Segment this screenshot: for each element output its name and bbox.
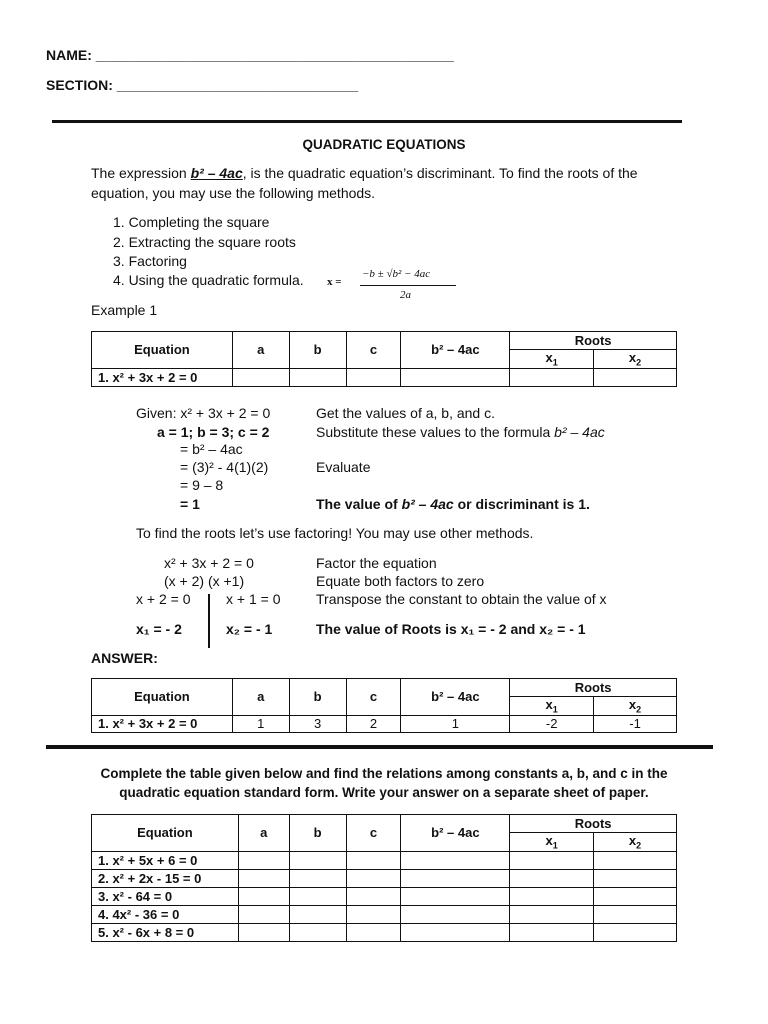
solution-step-2: = (3)² - 4(1)(2)	[180, 459, 269, 475]
exercise-cell[interactable]	[289, 923, 346, 941]
method-item: 3. Factoring	[113, 253, 187, 269]
factoring-intro: To find the roots let’s use factoring! You may use other methods.	[136, 525, 534, 541]
exercise-cell[interactable]	[401, 869, 510, 887]
header-roots: Roots	[510, 815, 677, 833]
exercise-cell[interactable]	[238, 923, 289, 941]
header-b: b	[289, 679, 346, 716]
exercise-cell[interactable]	[594, 923, 677, 941]
section-field-label: SECTION: _______________________________	[46, 77, 359, 93]
factoring-note-2: Equate both factors to zero	[316, 573, 485, 589]
row-c: 2	[346, 715, 401, 732]
factoring-divider	[208, 594, 210, 648]
row-a	[232, 368, 289, 386]
factoring-note-3: Transpose the constant to obtain the value of x	[316, 591, 607, 607]
header-roots: Roots	[510, 679, 677, 697]
header-divider	[52, 120, 682, 123]
intro-discriminant: b² – 4ac	[190, 165, 243, 181]
solution-note-4: The value of b² – 4ac or discriminant is 1.	[316, 496, 590, 512]
exercise-cell[interactable]	[238, 905, 289, 923]
solution-given: Given: x² + 3x + 2 = 0	[136, 405, 271, 421]
intro-line-2: equation, you may use the following methods.	[91, 185, 376, 201]
header-discriminant: b² – 4ac	[401, 679, 510, 716]
header-a: a	[238, 815, 289, 852]
exercise-row-equation: 3. x² - 64 = 0	[92, 887, 239, 905]
factoring-eq-2: (x + 2) (x +1)	[164, 573, 245, 589]
exercise-cell[interactable]	[510, 887, 594, 905]
factoring-note-4: The value of Roots is x₁ = - 2 and x₂ = - 1	[316, 621, 586, 637]
row-equation: 1. x² + 3x + 2 = 0	[92, 715, 233, 732]
solution-step-4: = 1	[180, 496, 200, 512]
exercise-cell[interactable]	[346, 851, 401, 869]
header-a: a	[232, 332, 289, 369]
exercise-cell[interactable]	[289, 887, 346, 905]
header-x1: $x_1$	[510, 833, 594, 852]
solution-values: a = 1; b = 3; c = 2	[157, 424, 270, 440]
factoring-eq-1: x² + 3x + 2 = 0	[164, 555, 254, 571]
name-field-label: NAME: ______________________________________________	[46, 47, 454, 63]
method-item: 2. Extracting the square roots	[113, 234, 296, 250]
exercise-cell[interactable]	[510, 851, 594, 869]
row-x1: -2	[510, 715, 594, 732]
header-roots: Roots	[510, 332, 677, 350]
header-c: c	[346, 679, 401, 716]
intro-text-2: , is the quadratic equation’s discriminant. To find the roots of the	[242, 165, 638, 181]
exercise-row-equation: 2. x² + 2x - 15 = 0	[92, 869, 239, 887]
row-discriminant	[401, 368, 510, 386]
example-table	[91, 331, 677, 387]
exercise-cell[interactable]	[289, 869, 346, 887]
row-equation: 1. x² + 3x + 2 = 0	[92, 368, 233, 386]
exercise-cell[interactable]	[346, 869, 401, 887]
exercise-cell[interactable]	[401, 851, 510, 869]
exercise-row-equation: 1. x² + 5x + 6 = 0	[92, 851, 239, 869]
method-item: 4. Using the quadratic formula.	[113, 272, 304, 288]
exercise-cell[interactable]	[238, 869, 289, 887]
header-c: c	[346, 332, 401, 369]
instructions-line-2: quadratic equation standard form. Write your answer on a separate sheet of paper.	[119, 785, 649, 800]
exercise-row-equation: 4. 4x² - 36 = 0	[92, 905, 239, 923]
exercise-row-equation: 5. x² - 6x + 8 = 0	[92, 923, 239, 941]
method-item: 1. Completing the square	[113, 214, 270, 230]
section-divider	[46, 745, 713, 749]
answer-label: ANSWER:	[91, 650, 158, 666]
formula-fraction-bar	[360, 285, 456, 286]
page-title: QUADRATIC EQUATIONS	[302, 137, 466, 152]
answer-table	[91, 678, 677, 733]
header-x1: $x_1$	[510, 350, 594, 369]
header-equation: Equation	[92, 679, 233, 716]
header-x2: $x_2$	[594, 697, 677, 716]
header-b: b	[289, 332, 346, 369]
exercise-cell[interactable]	[510, 905, 594, 923]
exercise-cell[interactable]	[401, 905, 510, 923]
solution-step-3: = 9 – 8	[180, 477, 224, 493]
exercise-cell[interactable]	[594, 887, 677, 905]
exercise-cell[interactable]	[289, 851, 346, 869]
row-b: 3	[289, 715, 346, 732]
instructions-line-1: Complete the table given below and find the relations among constants a, b, and c in the	[100, 766, 668, 781]
row-x2	[594, 368, 677, 386]
exercise-cell[interactable]	[594, 869, 677, 887]
row-a: 1	[232, 715, 289, 732]
intro-text-1: The expression	[91, 165, 191, 181]
header-c: c	[346, 815, 401, 852]
formula-denominator: 2a	[400, 289, 411, 301]
solution-note-1: Get the values of a, b, and c.	[316, 405, 495, 421]
exercise-cell[interactable]	[510, 923, 594, 941]
factoring-eq-3b: x + 1 = 0	[226, 591, 281, 607]
solution-step-1: = b² – 4ac	[180, 441, 243, 457]
exercise-cell[interactable]	[401, 887, 510, 905]
row-discriminant: 1	[401, 715, 510, 732]
example-label: Example 1	[91, 302, 158, 318]
exercise-cell[interactable]	[401, 923, 510, 941]
row-b	[289, 368, 346, 386]
formula-lhs: x =	[327, 276, 342, 288]
solution-note-3: Evaluate	[316, 459, 371, 475]
header-equation: Equation	[92, 332, 233, 369]
header-x1: $x_1$	[510, 697, 594, 716]
exercise-cell[interactable]	[238, 851, 289, 869]
row-c	[346, 368, 401, 386]
factoring-eq-3a: x + 2 = 0	[136, 591, 191, 607]
exercise-cell[interactable]	[346, 905, 401, 923]
exercise-table	[91, 814, 677, 942]
header-equation: Equation	[92, 815, 239, 852]
header-discriminant: b² – 4ac	[401, 332, 510, 369]
exercise-cell[interactable]	[594, 851, 677, 869]
row-x2: -1	[594, 715, 677, 732]
exercise-cell[interactable]	[238, 887, 289, 905]
exercise-cell[interactable]	[346, 923, 401, 941]
header-x2: $x_2$	[594, 350, 677, 369]
intro-line-1	[91, 165, 638, 181]
exercise-cell[interactable]	[594, 905, 677, 923]
header-discriminant: b² – 4ac	[401, 815, 510, 852]
solution-note-2: Substitute these values to the formula b² – 4ac	[316, 424, 605, 440]
exercise-cell[interactable]	[346, 887, 401, 905]
factoring-note-1: Factor the equation	[316, 555, 437, 571]
header-x2: $x_2$	[594, 833, 677, 852]
header-a: a	[232, 679, 289, 716]
factoring-root-2: x₂ = - 1	[226, 621, 273, 637]
factoring-root-1: x₁ = - 2	[136, 621, 182, 637]
formula-numerator: −b ± √b² − 4ac	[362, 268, 431, 280]
header-b: b	[289, 815, 346, 852]
row-x1	[510, 368, 594, 386]
exercise-cell[interactable]	[289, 905, 346, 923]
exercise-cell[interactable]	[510, 869, 594, 887]
